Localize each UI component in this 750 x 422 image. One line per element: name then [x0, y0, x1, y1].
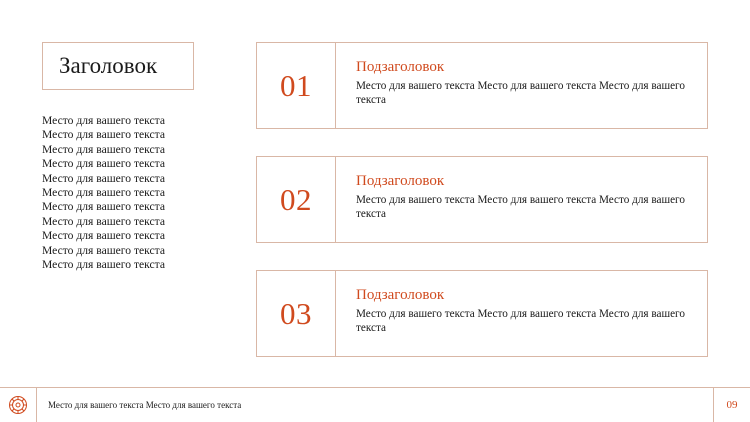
card-body [336, 271, 707, 356]
card-subtitle: Подзаголовок [356, 173, 445, 189]
body-line: Место для вашего текста [42, 229, 166, 243]
body-line: Место для вашего текста [42, 142, 166, 156]
card-01 [256, 42, 708, 129]
card-03 [256, 270, 708, 357]
card-number: 02 [257, 157, 336, 242]
card-subtitle: Подзаголовок [356, 287, 445, 303]
footer [0, 387, 750, 422]
body-line: Место для вашего текста [42, 186, 166, 200]
card-number: 01 [257, 43, 336, 128]
card-text: Место для вашего текста Место для вашего текста Место для вашего текста [356, 194, 685, 220]
body-line: Место для вашего текста [42, 114, 166, 127]
body-line: Место для вашего текста [42, 214, 166, 228]
body-line: Место для вашего текста [42, 171, 166, 185]
sun-logo-icon [0, 388, 37, 422]
slide-title: Заголовок [42, 42, 194, 90]
body-line: Место для вашего текста [42, 258, 166, 272]
card-02 [256, 156, 708, 243]
card-subtitle: Подзаголовок [356, 59, 445, 75]
footer-text: Место для вашего текста Место для вашего текста [48, 400, 242, 410]
card-number: 03 [257, 271, 336, 356]
card-body [336, 43, 707, 128]
body-line: Место для вашего текста [42, 128, 166, 142]
body-text-block [42, 114, 232, 272]
body-line: Место для вашего текста [42, 243, 166, 257]
card-text: Место для вашего текста Место для вашего текста Место для вашего текста [356, 80, 685, 106]
card-body [336, 157, 707, 242]
page-number: 09 [713, 388, 750, 422]
body-line: Место для вашего текста [42, 157, 166, 171]
body-line: Место для вашего текста [42, 200, 166, 214]
card-text: Место для вашего текста Место для вашего текста Место для вашего текста [356, 308, 685, 334]
